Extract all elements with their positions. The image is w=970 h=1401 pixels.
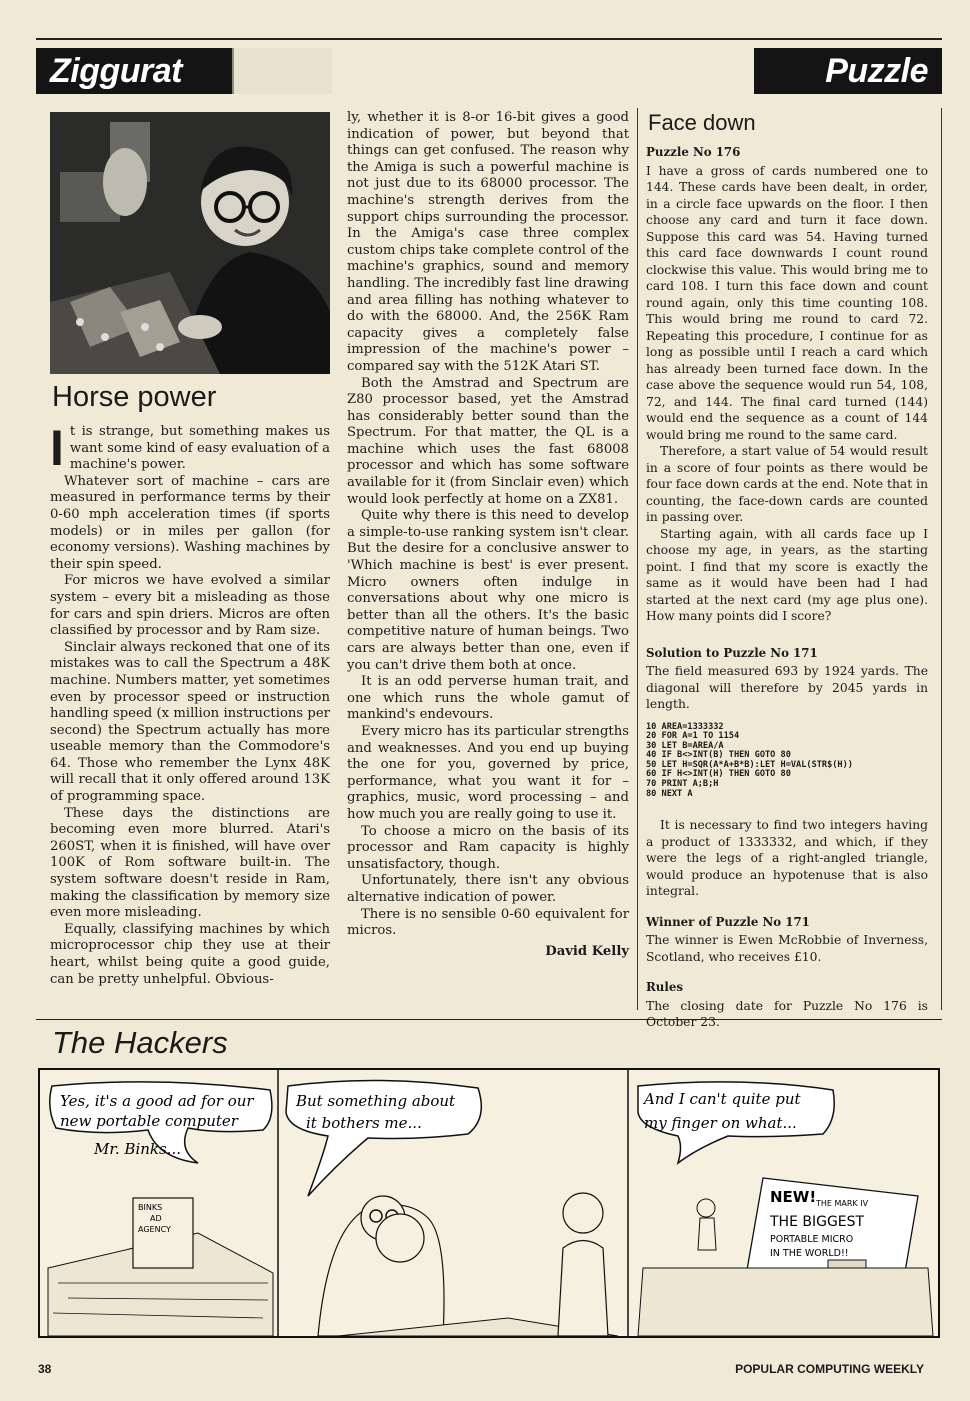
article-intro [50,420,330,476]
bubble-2-line-2: it bothers me... [306,1114,422,1132]
solution-text: The field measured 693 by 1924 yards. The diagonal will therefore by 2045 yards in length. [646,664,928,711]
article-paragraph: For micros we have evolved a similar system – every bit a misleading as those for cars and spin driers. Micros are often classified by processor and by Ram size. [50,573,330,639]
solution-heading: Solution to Puzzle No 171 [646,645,818,660]
article-title: Horse power [52,381,217,413]
column-divider [637,108,638,1010]
article-paragraph: Sinclair always reckoned that one of its mistakes was to call the Spectrum a 48K machine. Numbers matter, yet sometimes even by processor speed or instruction handling speed (x million instructions per second) the Spectrum actually has more useable memory than the Commodore's 64. Those who remember the Lynx 48K will recall that it only offered around 13K of programming space. [50,639,330,805]
sign-line-3: AGENCY [138,1225,171,1234]
top-rule [36,38,942,40]
man-figure-head [563,1193,603,1233]
poster-line-4: PORTABLE MICRO [770,1234,854,1245]
publication-name: POPULAR COMPUTING WEEKLY [735,1362,924,1376]
article-paragraph: Quite why there is this need to develop a simple-to-use ranking system isn't clear. But the desire for a conclusive answer to 'Which machine is best' is ever present. Micro owners often indulge in conversations about why one micro is better than all the others. It's the basic competitive nature of human beings. Two cars are always better than one, even if you can't drive them both at once. [347,508,629,673]
puzzle-paragraph: Therefore, a start value of 54 would result in a score of four points as there would be four face down cards at the end. Note that in counting, the face-down cards are counted in passing over. [646,444,928,524]
solution-explanation: It is necessary to find two integers having a product of 1333332, and which, if they were the legs of a right-angled triangle, would produce an hypotenuse that is also integral. [646,818,928,899]
article-column-2 [347,110,629,960]
desk-3 [638,1268,933,1336]
article-paragraph: To choose a micro on the basis of its processor and Ram capacity is highly unsatisfactory, though. [347,823,629,872]
bubble-1-line-2: new portable computer [60,1112,238,1130]
puzzle-paragraph: I have a gross of cards numbered one to 144. These cards have been dealt, in order, in a circle face upwards on the floor. I then choose any card and turn it face down. Suppose this card was 54. Having turned this card face downwards I count round clockwise this value. This would bring me to card 108. I turn this face down and count round again, only this time counting 108. This would bring me round to card 72. Repeating this procedure, I continue for as long as possible until I reach a card which has already been turned face down. In the case above the sequence would run 54, 108, 72, and 144. The final card turned (144) would end the sequence as a count of 144 would bring me round to the same card. [646,163,928,442]
column-divider [941,108,942,1010]
puzzle-number: Puzzle No 176 [646,145,741,159]
article-paragraph: ly, whether it is 8-or 16-bit gives a good indication of power, but beyond that things can get confused. The reason why the Amiga is such a powerful machine is not just due to its 68000 processor. The machine's strength derives from the support chips surrounding the processor. In the Amiga's case three complex custom chips take complete control of the machine's graphics, sound and memory handling. The incredibly fast line drawing and area filling has nothing whatever to do with the 68000. And, the 256K Ram capacity gives a completely false impression of the machine's power – compared say with the 512K Atari ST. [347,110,629,374]
article-paragraph: t is strange, but something makes us want some kind of easy evaluation of a machine's power. [69,424,330,473]
bubble-1-line-3: Mr. Binks... [94,1140,181,1158]
puzzle-title: Face down [648,110,756,135]
sign-line-1: BINKS [138,1203,163,1212]
poster-line-5: IN THE WORLD!! [770,1248,849,1259]
article-paragraph: Equally, classifying machines by which microprocessor chip they use at their heart, whilst being quite a good guide, can be pretty unhelpful. Obvious- [50,921,330,987]
comic-title: The Hackers [52,1025,228,1060]
basic-code-listing: 10 AREA=1333332 20 FOR A=1 TO 1154 30 LET B=AREA/A 40 IF B<>INT(B) THEN GOTO 80 50 LET H=SQR(A*A+B*B):LET H=VAL(STR$(H)) 60 IF H<>INT(H) THEN GOTO 80 70 PRINT A;B;H 80 NEXT A [646,721,853,799]
drop-cap: I [50,420,64,476]
bubble-1-line-1: Yes, it's a good ad for our [60,1092,254,1110]
winner-heading: Winner of Puzzle No 171 [646,914,810,929]
sign-line-2: AD [150,1214,162,1223]
author-photo-illustration [50,112,330,374]
winner-text: The winner is Ewen McRobbie of Inverness, Scotland, who receives £10. [646,933,928,964]
section-banner-puzzle: Puzzle [754,48,942,94]
bubble-3-line-2: my finger on what... [644,1114,797,1132]
article-paragraph: These days the distinctions are becoming even more blurred. Atari's 260ST, when it is finished, will have over 100K of Rom software built-in. The system software doesn't reside in Ram, making the classification by memory size even more misleading. [50,805,330,921]
article-paragraph: It is an odd perverse human trait, and one which runs the whole gamut of mankind's endevours. [347,674,629,723]
article-paragraph: Unfortunately, there isn't any obvious alternative indication of power. [347,873,629,905]
page-number: 38 [38,1362,52,1376]
section-banner-ziggurat: Ziggurat [36,48,234,94]
author-photo [50,112,330,374]
puzzle-paragraph: Starting again, with all cards face up I choose my age, in years, as the starting point. I find that my score is exactly the same as it would have been had I had started at the next card (my age plus one). How many points did I score? [646,526,928,623]
bubble-2-line-1: But something about [296,1092,456,1110]
poster-line-1: NEW! [770,1188,817,1206]
puzzle-column [646,110,928,1031]
section-rule [36,1019,942,1020]
author-byline: David Kelly [545,943,629,959]
poster-line-3: THE BIGGEST [770,1214,865,1230]
article-paragraph: There is no sensible 0-60 equivalent for micros. [347,906,629,939]
article-paragraph: Whatever sort of machine – cars are measured in performance terms by their 0-60 mph acceleration times (if sports models) or in miles per gallon (for economy versions). Washing machines by their spin speed. [50,473,330,572]
rules-text: The closing date for Puzzle No 176 is October 23. [646,998,928,1030]
bubble-3-line-1: And I can't quite put [644,1090,801,1108]
article-paragraph: Every micro has its particular strengths and weaknesses. And you end up buying the one for you, governed by price, performance, what you want it for – graphics, music, word processing – and how much you are really going to use it. [347,723,629,822]
poster-line-2: THE MARK IV [816,1199,869,1208]
rules-heading: Rules [646,980,684,995]
comic-strip [38,1068,940,1338]
article-column-1 [50,112,330,988]
ghost-banner [232,48,332,94]
article-paragraph: Both the Amstrad and Spectrum are Z80 processor based, yet the Amstrad has considerably better sound than the Spectrum. For that matter, the QL is a machine which uses the fast 68008 processor and which has some software available for it (from Sinclair even) which would look perfectly at home on a ZX81. [347,375,629,507]
man-figure-body [558,1241,608,1337]
